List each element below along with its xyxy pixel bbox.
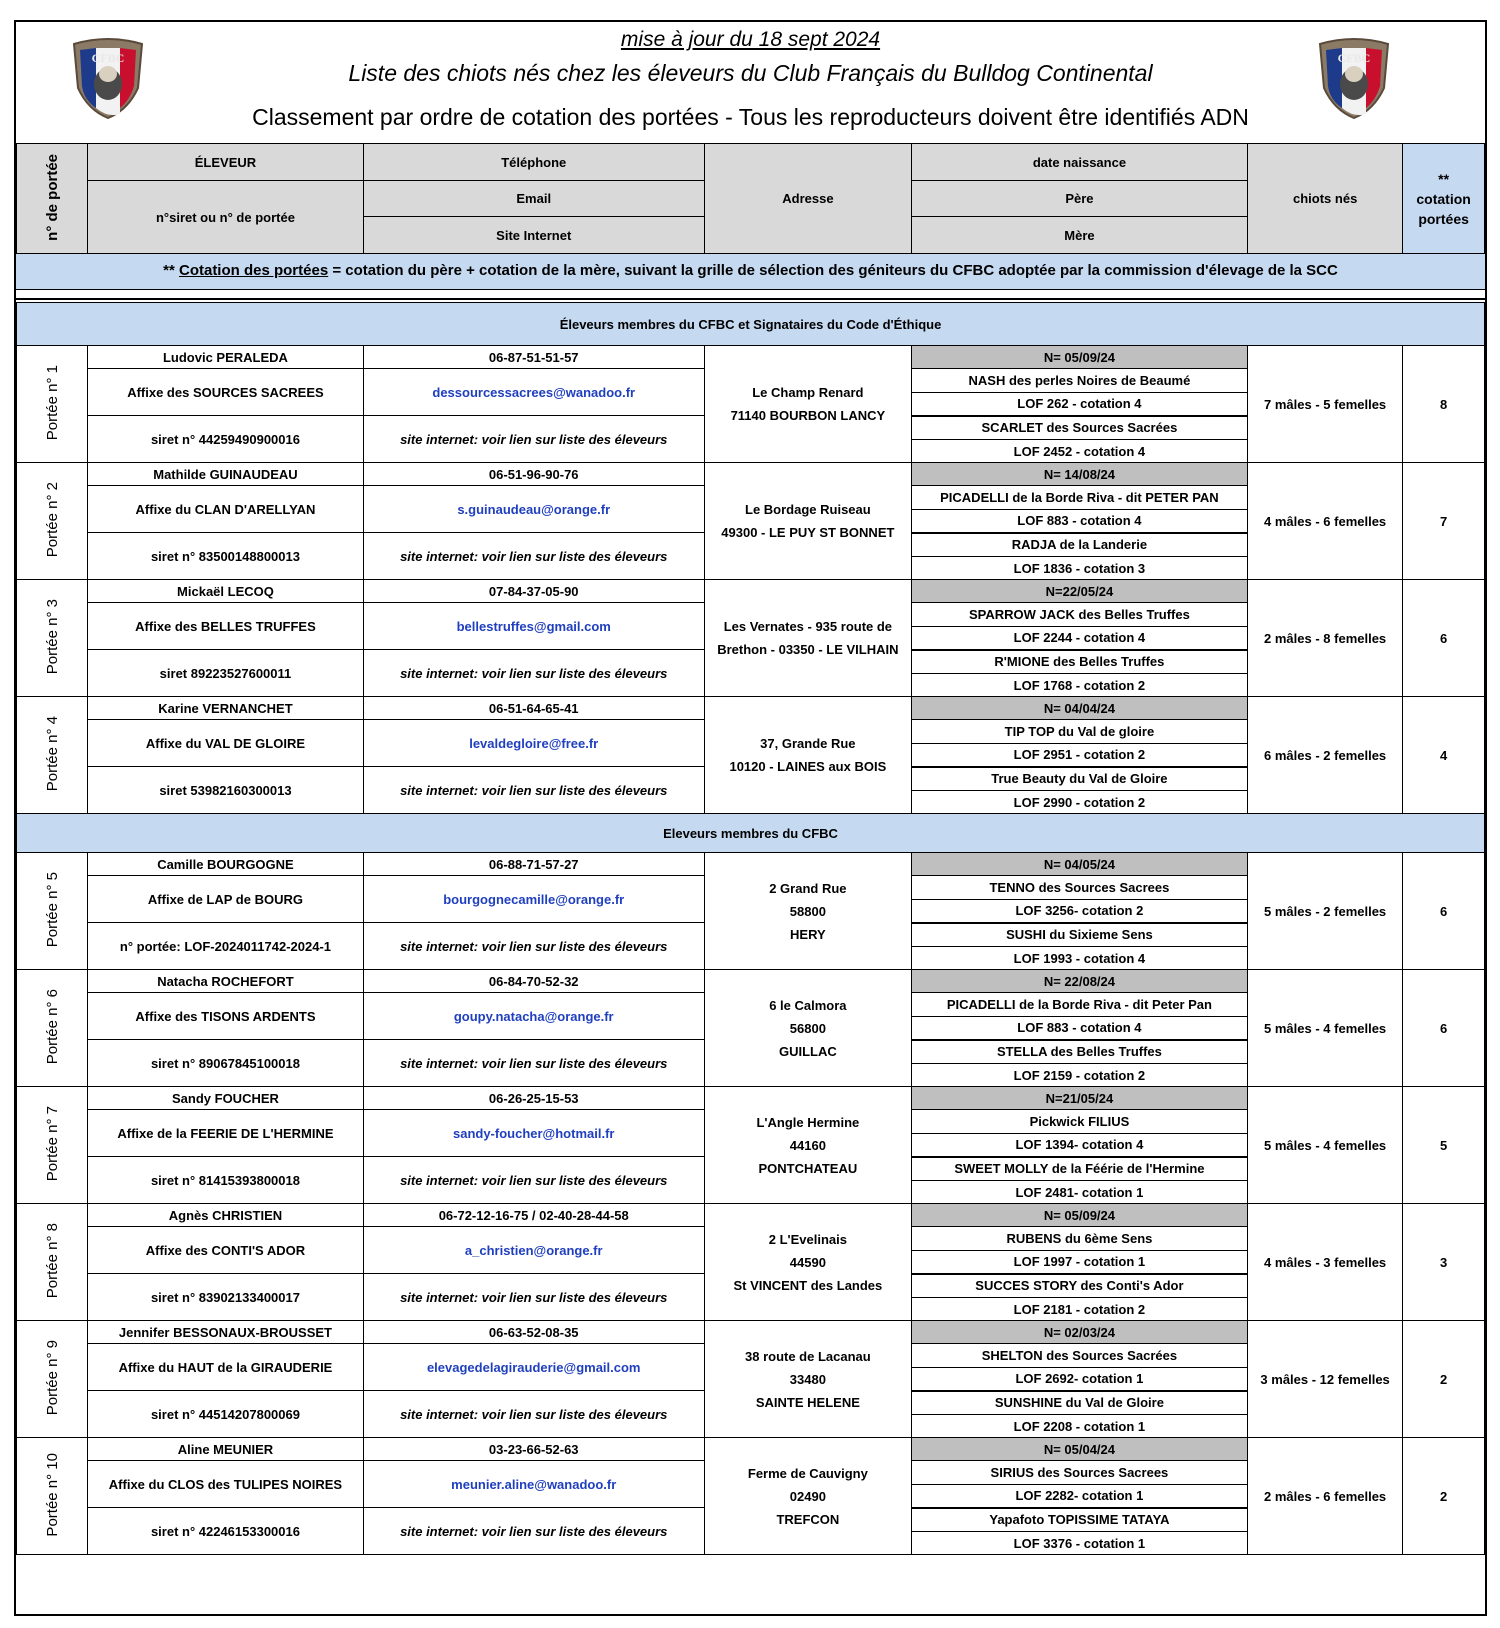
litter-rating: 3 <box>1403 1204 1485 1321</box>
litter-row <box>17 970 1485 993</box>
puppies-born: 2 mâles - 8 femelles <box>1248 580 1403 697</box>
site-link[interactable]: site internet: voir lien sur liste des éleveurs <box>363 923 704 970</box>
email-link[interactable]: meunier.aline@wanadoo.fr <box>363 1461 704 1508</box>
portee-number: Portée n° 2 <box>17 463 88 580</box>
birth-date: N= 05/04/24 <box>911 1438 1247 1461</box>
litter-rating: 2 <box>1403 1321 1485 1438</box>
address: 2 L'Evelinais 44590 St VINCENT des Landes <box>704 1204 911 1321</box>
portee-number: Portée n° 1 <box>17 346 88 463</box>
breeder-name: Natacha ROCHEFORT <box>88 970 363 993</box>
breeder-name: Agnès CHRISTIEN <box>88 1204 363 1227</box>
email-link[interactable]: a_christien@orange.fr <box>363 1227 704 1274</box>
affixe: Affixe du CLAN D'ARELLYAN <box>88 486 363 533</box>
sire-lof: LOF 1394- cotation 4 <box>911 1134 1247 1157</box>
dam-lof: LOF 1836 - cotation 3 <box>911 557 1247 580</box>
sire-lof: LOF 883 - cotation 4 <box>911 1017 1247 1040</box>
site-link[interactable]: site internet: voir lien sur liste des éleveurs <box>363 1040 704 1087</box>
portee-number: Portée n° 4 <box>17 697 88 814</box>
sire-name: RUBENS du 6ème Sens <box>911 1227 1247 1251</box>
siret: n° portée: LOF-2024011742-2024-1 <box>88 923 363 970</box>
sire-name: SIRIUS des Sources Sacrees <box>911 1461 1247 1485</box>
puppies-born: 2 mâles - 6 femelles <box>1248 1438 1403 1555</box>
dam-name: True Beauty du Val de Gloire <box>911 767 1247 791</box>
litter-row <box>17 1204 1485 1227</box>
puppies-born: 5 mâles - 4 femelles <box>1248 970 1403 1087</box>
litter-rating: 4 <box>1403 697 1485 814</box>
address: 37, Grande Rue 10120 - LAINES aux BOIS <box>704 697 911 814</box>
dam-name: Yapafoto TOPISSIME TATAYA <box>911 1508 1247 1532</box>
document-frame <box>14 20 1487 1616</box>
address: 38 route de Lacanau 33480 SAINTE HELENE <box>704 1321 911 1438</box>
dam-name: R'MIONE des Belles Truffes <box>911 650 1247 674</box>
phone: 07-84-37-05-90 <box>363 580 704 603</box>
address: Le Bordage Ruiseau 49300 - LE PUY ST BONNET <box>704 463 911 580</box>
litter-row <box>17 1087 1485 1110</box>
affixe: Affixe des BELLES TRUFFES <box>88 603 363 650</box>
dam-lof: LOF 2990 - cotation 2 <box>911 791 1247 814</box>
phone: 06-26-25-15-53 <box>363 1087 704 1110</box>
breeder-name: Camille BOURGOGNE <box>88 853 363 876</box>
siret: siret n° 81415393800018 <box>88 1157 363 1204</box>
puppies-born: 4 mâles - 6 femelles <box>1248 463 1403 580</box>
siret: siret n° 83902133400017 <box>88 1274 363 1321</box>
sire-name: PICADELLI de la Borde Riva - dit PETER PAN <box>911 486 1247 510</box>
svg-text:CFBC: CFBC <box>91 51 125 65</box>
breeder-name: Jennifer BESSONAUX-BROUSSET <box>88 1321 363 1344</box>
phone: 03-23-66-52-63 <box>363 1438 704 1461</box>
cotation-note: ** Cotation des portées = cotation du père + cotation de la mère, suivant la grille de sélection des géniteurs du CFBC adoptée par la commission d'élevage de la SCC <box>16 253 1485 290</box>
sire-name: TENNO des Sources Sacrees <box>911 876 1247 900</box>
site-link[interactable]: site internet: voir lien sur liste des éleveurs <box>363 650 704 697</box>
litter-row <box>17 1438 1485 1461</box>
sire-name: SPARROW JACK des Belles Truffes <box>911 603 1247 627</box>
portee-number: Portée n° 6 <box>17 970 88 1087</box>
sire-lof: LOF 3256- cotation 2 <box>911 900 1247 923</box>
breeder-name: Ludovic PERALEDA <box>88 346 363 369</box>
address: Les Vernates - 935 route de Brethon - 03350 - LE VILHAIN <box>704 580 911 697</box>
birth-date: N= 05/09/24 <box>911 346 1247 369</box>
address: L'Angle Hermine 44160 PONTCHATEAU <box>704 1087 911 1204</box>
col-pere: Père <box>911 181 1247 217</box>
update-date: mise à jour du 18 sept 2024 <box>620 28 881 51</box>
email-link[interactable]: dessourcessacrees@wanadoo.fr <box>363 369 704 416</box>
email-link[interactable]: levaldegloire@free.fr <box>363 720 704 767</box>
breeder-name: Sandy FOUCHER <box>88 1087 363 1110</box>
sire-lof: LOF 1997 - cotation 1 <box>911 1251 1247 1274</box>
dam-name: RADJA de la Landerie <box>911 533 1247 557</box>
dam-lof: LOF 3376 - cotation 1 <box>911 1532 1247 1555</box>
col-eleveur: ÉLEVEUR <box>88 144 363 181</box>
dam-lof: LOF 2181 - cotation 2 <box>911 1298 1247 1321</box>
breeder-name: Karine VERNANCHET <box>88 697 363 720</box>
col-site: Site Internet <box>363 217 704 254</box>
col-portee-no: n° de portée <box>17 144 88 254</box>
puppies-born: 7 mâles - 5 femelles <box>1248 346 1403 463</box>
sire-lof: LOF 883 - cotation 4 <box>911 510 1247 533</box>
litter-rating: 2 <box>1403 1438 1485 1555</box>
dam-lof: LOF 2208 - cotation 1 <box>911 1415 1247 1438</box>
affixe: Affixe des TISONS ARDENTS <box>88 993 363 1040</box>
svg-text:CFBC: CFBC <box>1337 51 1371 65</box>
col-date: date naissance <box>911 144 1247 181</box>
siret: siret n° 89067845100018 <box>88 1040 363 1087</box>
birth-date: N= 14/08/24 <box>911 463 1247 486</box>
site-link[interactable]: site internet: voir lien sur liste des éleveurs <box>363 1157 704 1204</box>
col-siret: n°siret ou n° de portée <box>88 181 363 254</box>
document-title: Liste des chiots nés chez les éleveurs du Club Français du Bulldog Continental <box>348 60 1153 86</box>
siret: siret 89223527600011 <box>88 650 363 697</box>
birth-date: N= 04/05/24 <box>911 853 1247 876</box>
birth-date: N=22/05/24 <box>911 580 1247 603</box>
birth-date: N= 02/03/24 <box>911 1321 1247 1344</box>
document-header <box>16 22 1485 145</box>
dam-name: SCARLET des Sources Sacrées <box>911 416 1247 440</box>
puppies-born: 4 mâles - 3 femelles <box>1248 1204 1403 1321</box>
siret: siret n° 44259490900016 <box>88 416 363 463</box>
siret: siret n° 83500148800013 <box>88 533 363 580</box>
dam-lof: LOF 2481- cotation 1 <box>911 1181 1247 1204</box>
birth-date: N= 05/09/24 <box>911 1204 1247 1227</box>
email-link[interactable]: s.guinaudeau@orange.fr <box>363 486 704 533</box>
phone: 06-51-96-90-76 <box>363 463 704 486</box>
phone: 06-87-51-51-57 <box>363 346 704 369</box>
litter-row <box>17 1321 1485 1344</box>
puppies-born: 5 mâles - 2 femelles <box>1248 853 1403 970</box>
sire-name: Pickwick FILIUS <box>911 1110 1247 1134</box>
section-title: Éleveurs membres du CFBC et Signataires du Code d'Éthique <box>17 303 1485 346</box>
site-link[interactable]: site internet: voir lien sur liste des éleveurs <box>363 533 704 580</box>
cotation-note-link[interactable]: Cotation des portées <box>178 262 329 279</box>
sire-lof: LOF 2951 - cotation 2 <box>911 744 1247 767</box>
document-subtitle: Classement par ordre de cotation des portées - Tous les reproducteurs doivent être identifiés ADN <box>252 104 1249 130</box>
siret: siret n° 44514207800069 <box>88 1391 363 1438</box>
affixe: Affixe des SOURCES SACREES <box>88 369 363 416</box>
litter-row <box>17 346 1485 369</box>
sire-name: SHELTON des Sources Sacrées <box>911 1344 1247 1368</box>
dam-name: SUNSHINE du Val de Gloire <box>911 1391 1247 1415</box>
litter-rating: 6 <box>1403 970 1485 1087</box>
affixe: Affixe du CLOS des TULIPES NOIRES <box>88 1461 363 1508</box>
birth-date: N=21/05/24 <box>911 1087 1247 1110</box>
separator <box>16 290 1485 300</box>
address: 2 Grand Rue 58800 HERY <box>704 853 911 970</box>
portee-number: Portée n° 10 <box>17 1438 88 1555</box>
site-link[interactable]: site internet: voir lien sur liste des éleveurs <box>363 1391 704 1438</box>
litter-row <box>17 697 1485 720</box>
litter-rating: 6 <box>1403 853 1485 970</box>
affixe: Affixe du VAL DE GLOIRE <box>88 720 363 767</box>
affixe: Affixe de LAP de BOURG <box>88 876 363 923</box>
puppies-born: 3 mâles - 12 femelles <box>1248 1321 1403 1438</box>
breeder-name: Mickaël LECOQ <box>88 580 363 603</box>
col-cotation: ** cotation portées <box>1403 144 1485 254</box>
siret: siret n° 42246153300016 <box>88 1508 363 1555</box>
dam-name: SUSHI du Sixieme Sens <box>911 923 1247 947</box>
col-adresse: Adresse <box>704 144 911 254</box>
portee-number: Portée n° 9 <box>17 1321 88 1438</box>
litter-row <box>17 853 1485 876</box>
affixe: Affixe du HAUT de la GIRAUDERIE <box>88 1344 363 1391</box>
dam-name: STELLA des Belles Truffes <box>911 1040 1247 1064</box>
portee-number: Portée n° 8 <box>17 1204 88 1321</box>
email-link[interactable]: goupy.natacha@orange.fr <box>363 993 704 1040</box>
site-link[interactable]: site internet: voir lien sur liste des éleveurs <box>363 1274 704 1321</box>
affixe: Affixe de la FEERIE DE L'HERMINE <box>88 1110 363 1157</box>
litter-row <box>17 463 1485 486</box>
dam-name: SWEET MOLLY de la Féérie de l'Hermine <box>911 1157 1247 1181</box>
sire-name: NASH des perles Noires de Beaumé <box>911 369 1247 393</box>
phone: 06-72-12-16-75 / 02-40-28-44-58 <box>363 1204 704 1227</box>
sire-name: TIP TOP du Val de gloire <box>911 720 1247 744</box>
site-link[interactable]: site internet: voir lien sur liste des éleveurs <box>363 767 704 814</box>
email-link[interactable]: sandy-foucher@hotmail.fr <box>363 1110 704 1157</box>
email-link[interactable]: bourgognecamille@orange.fr <box>363 876 704 923</box>
dam-name: SUCCES STORY des Conti's Ador <box>911 1274 1247 1298</box>
birth-date: N= 04/04/24 <box>911 697 1247 720</box>
address: 6 le Calmora 56800 GUILLAC <box>704 970 911 1087</box>
sire-lof: LOF 2692- cotation 1 <box>911 1368 1247 1391</box>
site-link[interactable]: site internet: voir lien sur liste des éleveurs <box>363 416 704 463</box>
site-link[interactable]: site internet: voir lien sur liste des éleveurs <box>363 1508 704 1555</box>
litters-table <box>16 302 1485 1555</box>
phone: 06-63-52-08-35 <box>363 1321 704 1344</box>
sire-lof: LOF 262 - cotation 4 <box>911 393 1247 416</box>
birth-date: N= 22/08/24 <box>911 970 1247 993</box>
puppies-born: 5 mâles - 4 femelles <box>1248 1087 1403 1204</box>
puppies-born: 6 mâles - 2 femelles <box>1248 697 1403 814</box>
dam-lof: LOF 1768 - cotation 2 <box>911 674 1247 697</box>
breeder-name: Mathilde GUINAUDEAU <box>88 463 363 486</box>
dam-lof: LOF 1993 - cotation 4 <box>911 947 1247 970</box>
col-mere: Mère <box>911 217 1247 254</box>
phone: 06-88-71-57-27 <box>363 853 704 876</box>
phone: 06-84-70-52-32 <box>363 970 704 993</box>
address: Le Champ Renard 71140 BOURBON LANCY <box>704 346 911 463</box>
sire-lof: LOF 2282- cotation 1 <box>911 1485 1247 1508</box>
litter-rating: 6 <box>1403 580 1485 697</box>
portee-number: Portée n° 3 <box>17 580 88 697</box>
phone: 06-51-64-65-41 <box>363 697 704 720</box>
col-email: Email <box>363 181 704 217</box>
sire-lof: LOF 2244 - cotation 4 <box>911 627 1247 650</box>
litter-rating: 7 <box>1403 463 1485 580</box>
affixe: Affixe des CONTI'S ADOR <box>88 1227 363 1274</box>
col-chiots: chiots nés <box>1248 144 1403 254</box>
litter-rating: 8 <box>1403 346 1485 463</box>
email-link[interactable]: bellestruffes@gmail.com <box>363 603 704 650</box>
column-header-table <box>16 143 1485 254</box>
portee-number: Portée n° 5 <box>17 853 88 970</box>
email-link[interactable]: elevagedelagirauderie@gmail.com <box>363 1344 704 1391</box>
breeder-name: Aline MEUNIER <box>88 1438 363 1461</box>
dam-lof: LOF 2159 - cotation 2 <box>911 1064 1247 1087</box>
address: Ferme de Cauvigny 02490 TREFCON <box>704 1438 911 1555</box>
siret: siret 53982160300013 <box>88 767 363 814</box>
litter-row <box>17 580 1485 603</box>
section-title: Eleveurs membres du CFBC <box>17 814 1485 853</box>
dam-lof: LOF 2452 - cotation 4 <box>911 440 1247 463</box>
col-telephone: Téléphone <box>363 144 704 181</box>
portee-number: Portée n° 7 <box>17 1087 88 1204</box>
sire-name: PICADELLI de la Borde Riva - dit Peter Pan <box>911 993 1247 1017</box>
litter-rating: 5 <box>1403 1087 1485 1204</box>
